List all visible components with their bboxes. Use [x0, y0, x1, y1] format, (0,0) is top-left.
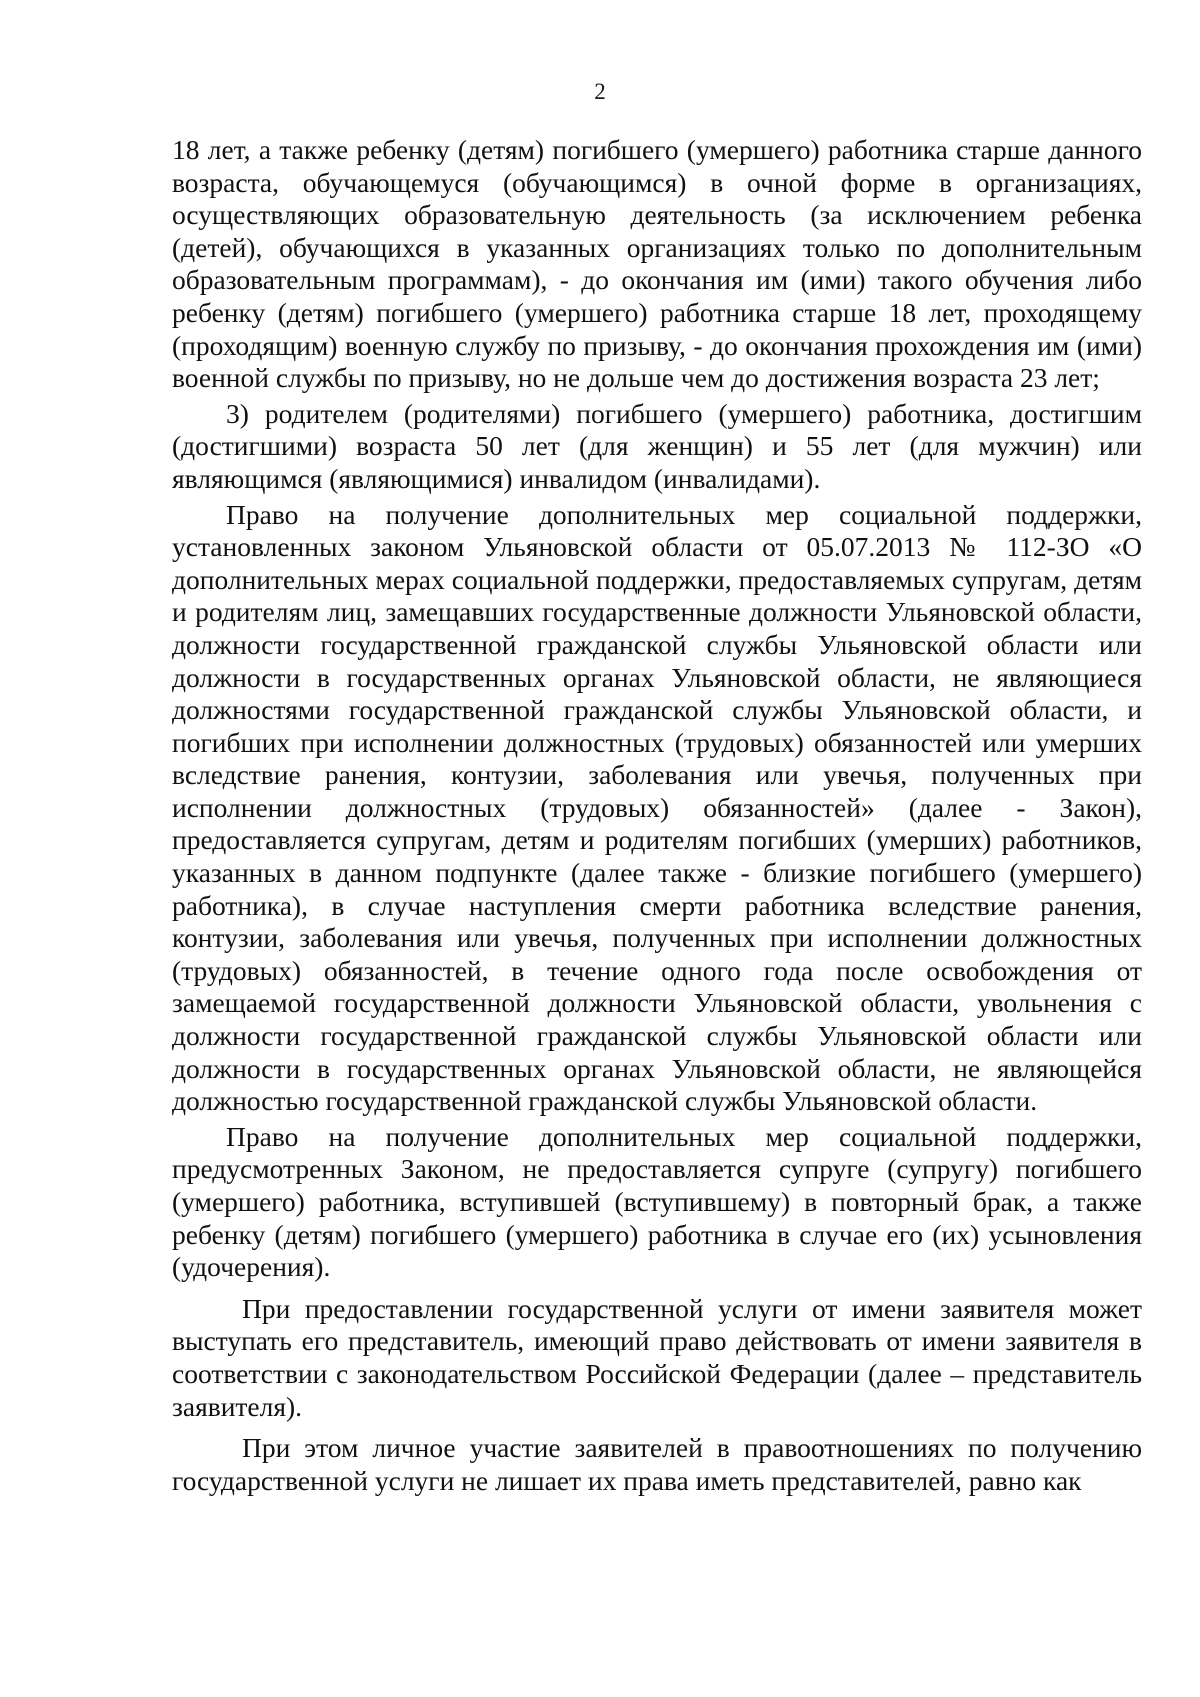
- paragraph-item-3-parents: 3) родителем (родителями) погибшего (умершего) работника, достигшим (достигшими) возраста 50 лет (для женщин) и 55 лет (для мужчин) или являющимся (являющимися) инвалидом (инвалидами).: [172, 397, 1142, 494]
- paragraph-representative: При предоставлении государственной услуги от имени заявителя может выступать его представитель, имеющий право действовать от имени заявителя в соответствии с законодательством Российской Федерации (далее – представитель заявителя).: [172, 1292, 1142, 1422]
- paragraph-personal-participation: При этом личное участие заявителей в правоотношениях по получению государственной услуги не лишает их права иметь представителей, равно как: [172, 1432, 1142, 1496]
- paragraph-right-to-support-law: Право на получение дополнительных мер социальной поддержки, установленных законом Ульяновской области от 05.07.2013 № 112-ЗО «О дополнительных мерах социальной поддержки, предоставляемых супругам, детям и родителям лиц, замещавших государственные должности Ульяновской области, должности государственной гражданской службы Ульяновской области или должности в государственных органах Ульяновской области, не являющиеся должностями государственной гражданской службы Ульяновской области, и погибших при исполнении должностных (трудовых) обязанностей или умерших вследствие ранения, контузии, заболевания или увечья, полученных при исполнении должностных (трудовых) обязанностей» (далее - Закон), предоставляется супругам, детям и родителям погибших (умерших) работников, указанных в данном подпункте (далее также - близкие погибшего (умершего) работника), в случае наступления смерти работника вследствие ранения, контузии, заболевания или увечья, полученных при исполнении должностных (трудовых) обязанностей, в течение одного года после освобождения от замещаемой государственной должности Ульяновской области, увольнения с должности государственной гражданской службы Ульяновской области или должности в государственных органах Ульяновской области, не являющейся должностью государственной гражданской службы Ульяновской области.: [172, 498, 1142, 1117]
- page-number: 2: [594, 79, 606, 104]
- paragraph-right-not-granted: Право на получение дополнительных мер социальной поддержки, предусмотренных Законом, не предоставляется супруге (супругу) погибшего (умершего) работника, вступившей (вступившему) в повторный брак, а также ребенку (детям) погибшего (умершего) работника в случае его (их) усыновления (удочерения).: [172, 1120, 1142, 1283]
- document-body: [172, 134, 1142, 1497]
- paragraph-continuation-children: 18 лет, а также ребенку (детям) погибшего (умершего) работника старше данного возраста, обучающемуся (обучающимся) в очной форме в организациях, осуществляющих образовательную деятельность (за исключением ребенка (детей), обучающихся в указанных организациях только по дополнительным образовательным программам), - до окончания им (ими) такого обучения либо ребенку (детям) погибшего (умершего) работника старше 18 лет, проходящему (проходящим) военную службу по призыву, - до окончания прохождения им (ими) военной службы по призыву, но не дольше чем до достижения возраста 23 лет;: [172, 134, 1142, 394]
